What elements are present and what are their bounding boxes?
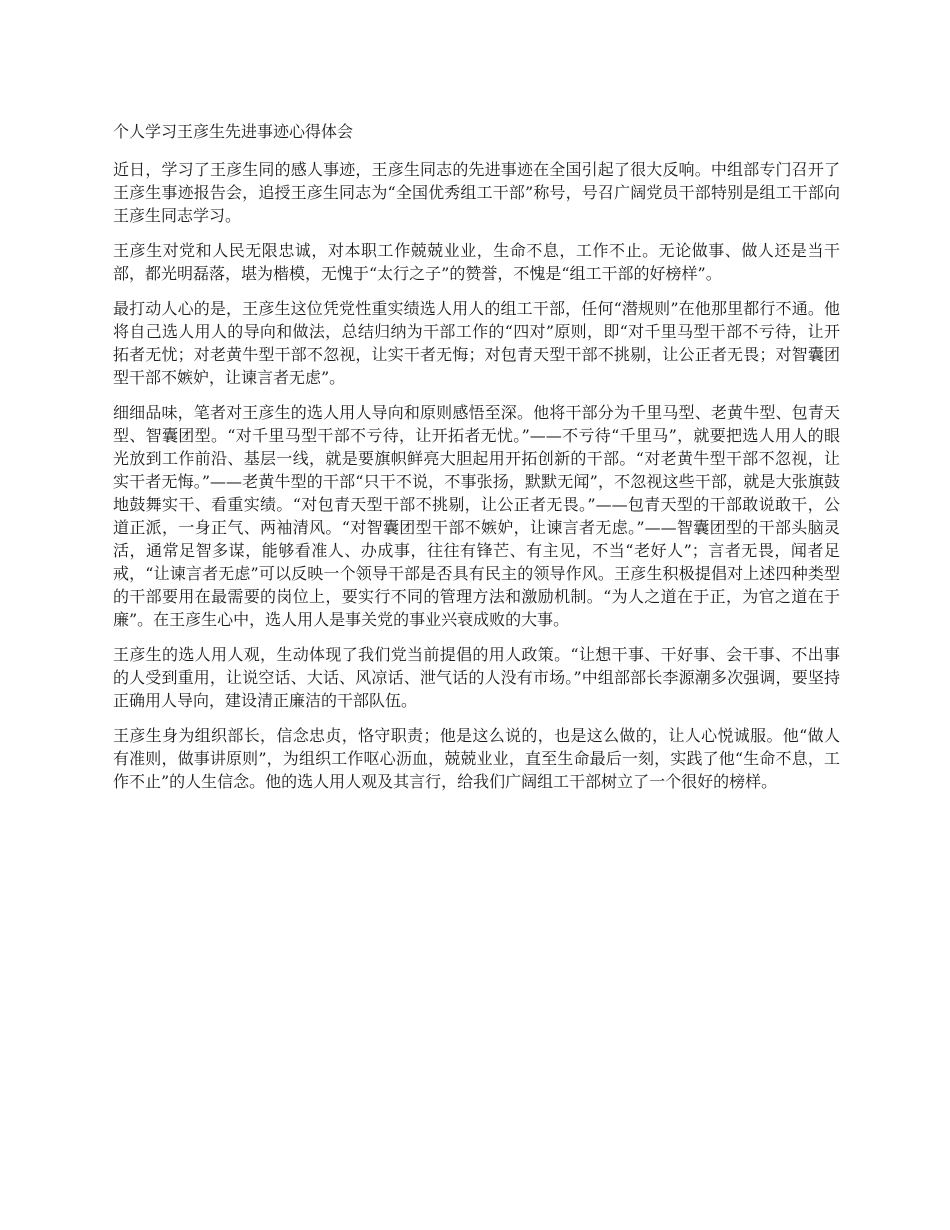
paragraph-4: 细细品味，笔者对王彦生的选人用人导向和原则感悟至深。他将干部分为千里马型、老黄牛型、包青天型、智囊团型。“对千里马型干部不亏待，让开拓者无忧。”——不亏待“千里马”，就要把选人用人的眼光放到工作前沿、基层一线，就是要旗帜鲜亮大胆起用开拓创新的干部。“对老黄牛型干部不忽视，让实干者无悔。”——老黄牛型的干部“只干不说，不事张扬，默默无闻”，不忽视这些干部，就是大张旗鼓地鼓舞实干、看重实绩。“对包青天型干部不挑剔，让公正者无畏。”——包青天型的干部敢说敢干，公道正派，一身正气、两袖清风。“对智囊团型干部不嫉妒，让谏言者无虑。”——智囊团型的干部头脑灵活，通常足智多谋，能够看准人、办成事，往往有锋芒、有主见，不当“老好人”；言者无畏，闻者足戒，“让谏言者无虑”可以反映一个领导干部是否具有民主的领导作风。王彦生积极提倡对上述四种类型的干部要用在最需要的岗位上，要实行不同的管理方法和激励机制。“为人之道在于正，为官之道在于廉”。在王彦生心中，选人用人是事关党的事业兴衰成败的大事。	[113, 403, 840, 629]
paragraph-5: 王彦生的选人用人观，生动体现了我们党当前提倡的用人政策。“让想干事、干好事、会干事、不出事的人受到重用，让说空话、大话、风凉话、泄气话的人没有市场。”中组部部长李源潮多次强调，要坚持正确用人导向，建设清正廉洁的干部队伍。	[113, 645, 840, 710]
paragraph-6: 王彦生身为组织部长，信念忠贞，恪守职责；他是这么说的，也是这么做的，让人心悦诚服。他“做人有准则，做事讲原则”，为组织工作呕心沥血，兢兢业业，直至生命最后一刻，实践了他“生命不息，工作不止”的人生信念。他的选人用人观及其言行，给我们广阔组工干部树立了一个很好的榜样。	[113, 726, 840, 791]
paragraph-3: 最打动人心的是，王彦生这位凭党性重实绩选人用人的组工干部，任何“潜规则”在他那里都行不通。他将自己选人用人的导向和做法，总结归纳为干部工作的“四对”原则，即“对千里马型干部不亏待，让开拓者无忧；对老黄牛型干部不忽视，让实干者无悔；对包青天型干部不挑剔，让公正者无畏；对智囊团型干部不嫉妒，让谏言者无虑”。	[113, 299, 840, 387]
paragraph-2: 王彦生对党和人民无限忠诚，对本职工作兢兢业业，生命不息，工作不止。无论做事、做人还是当干部，都光明磊落，堪为楷模，无愧于“太行之子”的赞誉，不愧是“组工干部的好榜样”。	[113, 241, 840, 283]
document-title: 个人学习王彦生先进事迹心得体会	[113, 122, 354, 141]
paragraph-1: 近日，学习了王彦生同的感人事迹，王彦生同志的先进事迹在全国引起了很大反响。中组部专门召开了王彦生事迹报告会，追授王彦生同志为“全国优秀组工干部”称号，号召广阔党员干部特别是组工干部向王彦生同志学习。	[113, 160, 840, 225]
document-page	[113, 120, 840, 805]
